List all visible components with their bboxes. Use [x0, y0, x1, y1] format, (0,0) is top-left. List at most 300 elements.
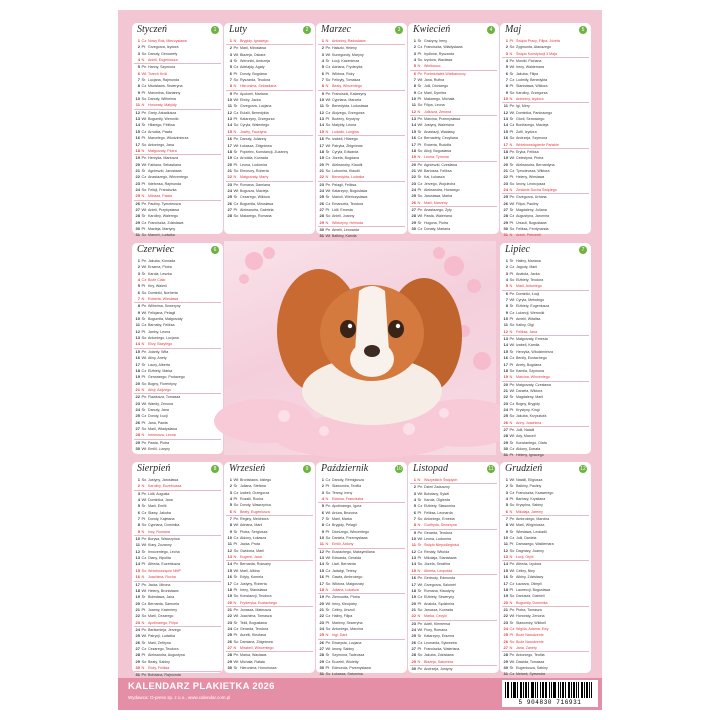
- day-number: 16: [411, 575, 416, 581]
- week-group: [318, 136, 405, 181]
- weekday: Pt: [325, 574, 330, 580]
- week-group: [410, 575, 497, 620]
- day-number: 1: [137, 38, 140, 43]
- weekday: Wt: [141, 633, 147, 639]
- name-day: Adriana, Marii: [240, 523, 263, 528]
- day-number: 21: [135, 167, 140, 173]
- weekday: Pn: [141, 64, 147, 70]
- weekday: Śr: [417, 497, 422, 503]
- weekday: Śr: [509, 161, 514, 167]
- name-day: Jacka, Mirona: [148, 582, 171, 587]
- name-day: Filipa, Pauliny: [516, 201, 539, 206]
- weekday: Cz: [141, 174, 147, 180]
- name-day: Bogny, Brygidy: [516, 401, 540, 406]
- name-day: Macieja, Martyny: [148, 226, 176, 231]
- weekday: Pt: [233, 206, 238, 212]
- day-number: 28: [503, 213, 508, 219]
- week-group: [134, 258, 221, 303]
- name-day: Lubomira, Klaudii: [332, 168, 360, 173]
- name-day: Doroty, Kajetana: [148, 517, 175, 522]
- day-number: 20: [319, 600, 324, 606]
- day-number: 6: [413, 509, 416, 515]
- month-title: Kwiecień 4: [408, 23, 499, 37]
- day-number: 13: [319, 116, 324, 122]
- day-row: [134, 446, 221, 452]
- name-day: Bernadety, Cecyliana: [424, 136, 458, 141]
- weekday: Pt: [509, 270, 514, 276]
- week-group: [410, 162, 497, 207]
- name-day: Lidii, Augusta: [148, 491, 170, 496]
- weekday: So: [509, 44, 515, 50]
- name-day: Wiesława, Leokadii: [516, 529, 547, 534]
- day-row: [134, 102, 221, 108]
- day-number: 22: [227, 613, 232, 619]
- month-title: Marzec 3: [316, 23, 407, 37]
- weekday: Wt: [141, 70, 147, 76]
- weekday: So: [141, 613, 147, 619]
- name-day: Grzegorza, Lucjana: [240, 104, 272, 109]
- weekday: Pn: [325, 639, 331, 645]
- day-number: 26: [135, 200, 140, 206]
- name-day: Trzech Króli: [148, 71, 168, 76]
- weekday: N: [417, 154, 421, 160]
- day-number: 19: [503, 593, 508, 599]
- week-group: [502, 427, 589, 459]
- weekday: N: [325, 541, 329, 547]
- week-group: [134, 155, 221, 200]
- weekday: So: [417, 147, 423, 153]
- weekday: Cz: [417, 180, 423, 186]
- weekday: Pn: [141, 439, 147, 445]
- weekday: Wt: [141, 264, 147, 270]
- day-number: 4: [505, 277, 508, 283]
- weekday: Pt: [325, 483, 330, 489]
- month-number-badge: 1: [211, 26, 219, 34]
- week-group: [318, 227, 405, 240]
- day-number: 20: [135, 600, 140, 606]
- weekday: Pn: [325, 181, 331, 187]
- day-row: [226, 83, 313, 89]
- footer-bar: [118, 678, 602, 710]
- name-day: Magdaleny, Juliana: [516, 207, 547, 212]
- weekday: Pt: [509, 452, 514, 458]
- day-number: 15: [503, 348, 508, 354]
- day-number: 15: [319, 128, 324, 134]
- weekday: Wt: [417, 536, 423, 542]
- week-group: [134, 440, 221, 453]
- week-group: [134, 394, 221, 439]
- day-number: 12: [135, 328, 140, 334]
- week-group: [226, 136, 313, 181]
- name-day: Wandy, Zenona: [148, 401, 173, 406]
- weekday: N: [233, 599, 237, 605]
- name-day: Ireny, Kleopatry: [332, 601, 357, 606]
- day-number: 1: [505, 258, 508, 263]
- month-card-march: [316, 23, 407, 239]
- name-day: Anieli, Joanny: [332, 214, 355, 219]
- day-number: 6: [505, 70, 508, 76]
- name-day: Dominiki, Łucji: [516, 291, 540, 296]
- weekday: Śr: [325, 194, 330, 200]
- day-number: 4: [321, 58, 324, 64]
- name-day: Eustachego, Maksymiliana: [332, 549, 375, 554]
- day-number: 10: [503, 96, 508, 102]
- weekday: Pt: [417, 600, 422, 606]
- name-day: Małgorzaty, Piotra: [148, 148, 177, 153]
- name-day: Bartosza, Feliksa: [424, 168, 452, 173]
- day-number: 21: [135, 606, 140, 612]
- name-day: Dawida, Tomasza: [516, 659, 545, 664]
- week-group: [502, 516, 589, 561]
- name-day: Marleny, Seweryna: [332, 620, 363, 625]
- name-day: Juliana, Łukasza: [332, 587, 359, 592]
- weekday: Pt: [509, 316, 514, 322]
- name-day: Roberta, Wiesława: [148, 297, 179, 302]
- name-day: Iwony, Sabiny: [332, 646, 355, 651]
- name-day: Bartłomieja, Jerzego: [148, 627, 181, 632]
- name-day: Tekli, Bogusława: [240, 620, 267, 625]
- week-group: [502, 258, 589, 291]
- name-day: Elżbiety, Eugeniusza: [516, 304, 550, 309]
- day-number: 23: [135, 400, 140, 406]
- day-number: 21: [503, 606, 508, 612]
- day-number: 7: [137, 516, 140, 522]
- day-row: [502, 283, 589, 289]
- weekday: Cz: [509, 445, 515, 451]
- weekday: Wt: [141, 400, 147, 406]
- name-day: Anatola, Sędzimira: [424, 601, 455, 606]
- day-number: 24: [227, 625, 232, 631]
- day-number: 21: [319, 606, 324, 612]
- weekday: Wt: [325, 555, 331, 561]
- weekday: Cz: [509, 167, 515, 173]
- month-title: Październik 10: [321, 463, 402, 474]
- name-day: Danuty, Jana: [148, 407, 169, 412]
- day-row: [410, 154, 497, 160]
- day-row: [318, 541, 405, 547]
- day-number: 1: [413, 477, 416, 482]
- name-day: Anastazego, Wincentego: [148, 175, 188, 180]
- name-day: Janusza, Konrada: [424, 607, 453, 612]
- weekday: Pt: [325, 528, 330, 534]
- name-day: Filipa, Leona: [424, 103, 445, 108]
- name-day: Karoliny, Euzebiusza: [148, 484, 182, 489]
- weekday: Pn: [509, 561, 515, 567]
- weekday: Cz: [141, 277, 147, 283]
- name-day: Natalii, Eligiusza: [516, 478, 543, 482]
- weekday: Wt: [325, 51, 331, 57]
- weekday: Śr: [141, 548, 146, 554]
- day-number: 28: [135, 432, 140, 438]
- day-number: 28: [135, 213, 140, 219]
- weekday: Pt: [233, 586, 238, 592]
- month-card-october: [316, 462, 407, 677]
- day-number: 14: [503, 561, 508, 567]
- day-list: [316, 476, 407, 678]
- weekday: So: [141, 477, 147, 482]
- name-day: Leona, Ludomira: [240, 162, 267, 167]
- week-group: [226, 516, 313, 561]
- week-group: [226, 652, 313, 671]
- name-day: Benedykta, Ludwika: [332, 175, 365, 180]
- day-number: 16: [135, 355, 140, 361]
- weekday: Pn: [325, 594, 331, 600]
- name-day: Bogumiły, Dominika: [516, 600, 548, 605]
- name-day: Franciszka, Ksawerego: [516, 490, 554, 495]
- month-number-badge: 8: [211, 465, 219, 473]
- week-group: [134, 201, 221, 239]
- weekday: N: [417, 477, 421, 482]
- day-number: 21: [411, 606, 416, 612]
- day-number: 18: [411, 147, 416, 153]
- day-number: 9: [505, 89, 508, 95]
- name-day: Konstantego, Olafa: [516, 440, 547, 445]
- day-number: 26: [227, 200, 232, 206]
- day-number: 15: [319, 567, 324, 573]
- name-day: Mikołaja, Stanisława: [424, 556, 457, 561]
- weekday: Cz: [141, 219, 147, 225]
- name-day: Euzebii, Wioletty: [332, 659, 359, 664]
- weekday: N: [417, 658, 421, 664]
- weekday: Pn: [233, 45, 239, 51]
- day-number: 25: [135, 633, 140, 639]
- name-day: Pawła, Piotra: [148, 440, 170, 445]
- weekday: Cz: [325, 109, 331, 115]
- weekday: Pn: [325, 90, 331, 96]
- name-day: Haliny, Mariana: [516, 259, 541, 263]
- day-number: 24: [135, 406, 140, 412]
- name-day: Heleny, Bronisława: [148, 588, 179, 593]
- barcode-bars: [505, 682, 595, 698]
- name-day: Donaty, Mariana: [424, 226, 451, 231]
- day-number: 27: [135, 206, 140, 212]
- name-day: Jakuba, Krzysztofa: [516, 414, 547, 419]
- day-row: [134, 432, 221, 438]
- name-day: Edmunda, Przemysława: [332, 665, 371, 670]
- weekday: Wt: [233, 187, 239, 193]
- day-number: 8: [505, 303, 508, 309]
- day-number: 19: [135, 374, 140, 380]
- day-number: 17: [135, 141, 140, 147]
- weekday: Cz: [233, 489, 239, 495]
- name-day: Dzień Zaduszny: [424, 485, 450, 490]
- weekday: Pt: [233, 116, 238, 122]
- week-group: [318, 549, 405, 594]
- weekday: N: [233, 508, 237, 514]
- weekday: Pt: [141, 374, 146, 380]
- day-number: 22: [135, 613, 140, 619]
- day-number: 26: [411, 199, 416, 205]
- day-number: 8: [505, 83, 508, 89]
- day-number: 27: [135, 645, 140, 651]
- weekday: Śr: [509, 394, 514, 400]
- day-number: 23: [135, 180, 140, 186]
- dog-illustration: [224, 241, 496, 455]
- weekday: Wt: [417, 213, 423, 219]
- weekday: Wt: [509, 433, 515, 439]
- weekday: N: [509, 232, 513, 238]
- day-number: 6: [505, 290, 508, 296]
- name-day: Boże Ciało: [148, 278, 166, 283]
- name-day: Melanii, Sylwestra: [516, 672, 545, 677]
- name-day: Daniela, Wiktora: [516, 388, 543, 393]
- weekday: Pn: [141, 348, 147, 354]
- day-number: 20: [503, 381, 508, 387]
- day-list: [500, 476, 591, 678]
- day-number: 15: [503, 128, 508, 134]
- weekday: Wt: [141, 445, 147, 451]
- name-day: Alfreda, Izydora: [516, 562, 542, 567]
- weekday: Wt: [141, 542, 147, 548]
- name-day: Karola, Leszka: [148, 271, 172, 276]
- day-number: 3: [229, 489, 232, 495]
- weekday: Cz: [141, 322, 147, 328]
- day-number: 13: [227, 116, 232, 122]
- day-number: 11: [503, 103, 508, 109]
- day-number: 12: [411, 548, 416, 554]
- weekday: Śr: [509, 258, 514, 263]
- day-row: [318, 671, 405, 677]
- day-number: 28: [319, 652, 324, 658]
- name-day: Julii, Dionizego: [424, 84, 449, 89]
- day-number: 21: [503, 387, 508, 393]
- weekday: Śr: [417, 587, 422, 593]
- weekday: Śr: [233, 619, 238, 625]
- name-day: Leona, Tymona: [424, 155, 449, 160]
- day-number: 20: [227, 599, 232, 605]
- weekday: Pt: [417, 96, 422, 102]
- weekday: So: [141, 141, 147, 147]
- name-day: Patryka, Zbigniewa: [332, 143, 363, 148]
- name-day: Fryderyka, Eustachego: [240, 600, 277, 605]
- month-card-january: [132, 23, 223, 238]
- weekday: Pt: [141, 561, 146, 567]
- weekday: Wt: [417, 581, 423, 587]
- day-number: 11: [319, 103, 324, 109]
- name-day: Marii, Antoniego: [516, 284, 542, 289]
- day-number: 31: [135, 232, 140, 238]
- name-day: Marka, Cecylii: [424, 614, 447, 619]
- weekday: Cz: [509, 355, 515, 361]
- name-day: Boże Narodzenie: [516, 639, 544, 644]
- weekday: N: [141, 102, 145, 108]
- day-number: 30: [503, 664, 508, 670]
- name-day: Marii, Emilii: [148, 504, 167, 509]
- weekday: N: [233, 644, 237, 650]
- day-number: 27: [319, 206, 324, 212]
- name-day: Konstancji, Teodora: [240, 594, 272, 599]
- day-number: 3: [505, 50, 508, 56]
- day-number: 25: [411, 633, 416, 639]
- day-number: 25: [135, 413, 140, 419]
- week-group: [134, 627, 221, 672]
- weekday: Pt: [509, 406, 514, 412]
- day-number: 14: [411, 561, 416, 567]
- day-number: 12: [411, 108, 416, 114]
- day-number: 14: [227, 561, 232, 567]
- name-day: Juliana, Stefana: [240, 484, 266, 489]
- weekday: Wt: [141, 355, 147, 361]
- day-number: 5: [321, 503, 324, 509]
- weekday: So: [417, 193, 423, 199]
- weekday: Wt: [509, 155, 515, 161]
- day-number: 16: [503, 574, 508, 580]
- name-day: Eleonory, Roberta: [240, 168, 269, 173]
- week-group: [410, 207, 497, 232]
- day-number: 23: [227, 181, 232, 187]
- name-day: Marii, Marzeny: [424, 200, 448, 205]
- month-title: Styczeń 1: [132, 23, 223, 37]
- week-group: [502, 477, 589, 516]
- day-list: [316, 37, 407, 240]
- day-list: [408, 476, 499, 672]
- name-day: Izabeli, Kamila: [516, 343, 540, 348]
- weekday: N: [233, 128, 237, 134]
- name-day: Dariusza, Gabrieli: [516, 594, 545, 599]
- name-day: Franciszka, Zdzisława: [148, 220, 184, 225]
- weekday: N: [141, 386, 145, 392]
- name-day: Makarego, Romana: [240, 214, 272, 219]
- day-number: 14: [135, 122, 140, 128]
- day-number: 25: [319, 194, 324, 200]
- day-number: 11: [135, 542, 140, 548]
- month-number-badge: 11: [488, 466, 494, 472]
- name-day: Alicji, Bogusława: [424, 148, 451, 153]
- day-number: 12: [227, 109, 232, 115]
- name-day: Róży, Feliksa: [148, 665, 170, 670]
- month-card-august: [132, 462, 223, 678]
- weekday: Wt: [325, 233, 331, 239]
- day-number: 22: [319, 613, 324, 619]
- name-day: Jacka, Prota: [240, 542, 260, 547]
- name-day: Apolinarego, Filipa: [148, 620, 178, 625]
- weekday: Wt: [325, 187, 331, 193]
- weekday: Wt: [325, 142, 331, 148]
- day-number: 24: [503, 186, 508, 192]
- name-day: Joachima, Rocha: [148, 575, 176, 580]
- name-day: Flory, Romana: [424, 627, 448, 632]
- weekday: Śr: [233, 483, 238, 489]
- name-day: Laury, Alberta: [148, 362, 170, 367]
- name-day: Doroty, Łucji: [148, 414, 168, 419]
- day-number: 6: [321, 509, 324, 515]
- name-day: Bohdana, Rajmunda: [148, 673, 181, 678]
- weekday: Cz: [509, 625, 515, 631]
- weekday: Śr: [233, 58, 238, 64]
- day-number: 22: [135, 174, 140, 180]
- weekday: Cz: [141, 128, 147, 134]
- weekday: Pt: [141, 44, 146, 50]
- weekday: Pn: [417, 620, 423, 626]
- weekday: Pn: [141, 536, 147, 542]
- week-group: [134, 536, 221, 581]
- day-number: 7: [413, 516, 416, 522]
- weekday: So: [509, 638, 515, 644]
- name-day: Piotra, Sergiusza: [240, 529, 268, 534]
- name-day: Adeli, Klemensa: [424, 621, 450, 626]
- day-number: 19: [319, 594, 324, 600]
- name-day: Marii, Dymitra: [424, 90, 447, 95]
- month-title: Listopad 11: [413, 463, 494, 474]
- name-day: Roberta, Rudolfa: [424, 142, 452, 147]
- weekday: Cz: [417, 135, 423, 141]
- day-number: 3: [137, 50, 140, 56]
- weekday: Pn: [141, 490, 147, 496]
- day-number: 28: [227, 652, 232, 658]
- weekday: Wt: [141, 116, 147, 122]
- day-number: 31: [503, 671, 508, 677]
- day-number: 18: [135, 367, 140, 373]
